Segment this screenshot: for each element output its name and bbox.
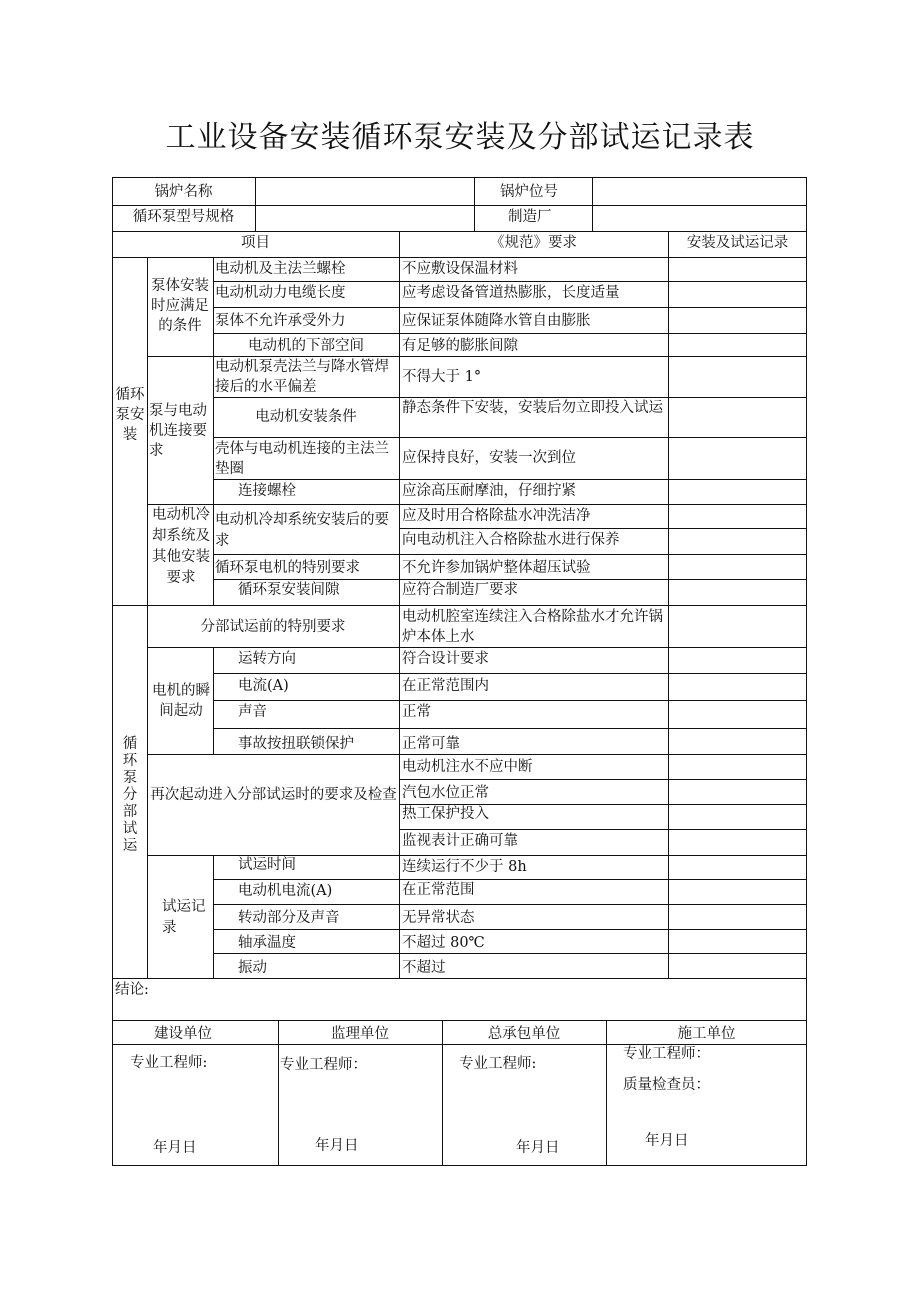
col-requirement: 《规范》要求 [490,235,577,251]
restart-item: 再次起动进入分部试运时的要求及检查 [150,787,397,803]
g3-req-0b: 向电动机注入合格除盐水进行保养 [402,532,620,548]
start-req-0: 符合设计要求 [402,651,489,667]
engineer-1: 专业工程师: [130,1055,208,1071]
boiler-no-label-text: 锅炉位号 [500,184,558,200]
g1-item-0: 电动机及主法兰螺栓 [215,261,346,277]
page-title: 工业设备安装循环泵安装及分部试运记录表 [165,120,755,155]
engineer-3: 专业工程师: [459,1056,537,1072]
restart-req-0: 电动机注水不应中断 [402,759,533,775]
boiler-name-label: 锅炉名称 [154,184,213,200]
date-1: 年月日 [153,1140,197,1156]
conclusion-label: 结论: [115,982,149,998]
g1-req-2: 应保证泵体随降水管自由膨胀 [402,313,591,329]
start-req-2: 正常 [402,704,431,720]
g2-req-0: 不得大于 1° [402,369,482,385]
restart-req-3: 监视表计正确可靠 [402,833,518,849]
start-req-3: 正常可靠 [402,736,460,752]
g1-req-1: 应考虑设备管道热膨胀，长度适量 [402,285,620,301]
engineer-2: 专业工程师： [280,1057,367,1073]
g3-item-2: 循环泵安装间隙 [238,582,340,598]
manufacturer-label [478,207,592,227]
date-4: 年月日 [645,1133,689,1149]
record-req-0: 连续运行不少于 8h [402,859,527,875]
g3-req-2: 应符合制造厂要求 [402,582,518,598]
g1-item-2: 泵体不允许承受外力 [215,313,346,329]
g2-req-3: 应涂高压耐摩油，仔细拧紧 [402,483,576,499]
record-req-4: 不超过 [402,960,446,976]
restart-req-1: 汽包水位正常 [402,785,489,801]
record-item-1: 电动机电流(A) [238,883,333,899]
record-req-3: 不超过 80℃ [402,935,485,951]
g3-item-0: 电动机冷却系统安装后的要求 [215,512,389,549]
g1-req-0: 不应敷设保温材料 [402,261,518,277]
restart-req-2: 热工保护投入 [402,806,489,822]
g2-item-0: 电动机泵壳法兰与降水管焊接后的水平偏差 [215,359,389,395]
g2-req-1: 静态条件下安装，安装后勿立即投入试运 [402,400,663,416]
install-group-label: 循环泵安装 [115,387,145,443]
start-item-3: 事故按扭联锁保护 [238,736,354,752]
unit-general-contractor: 总承包单位 [487,1026,561,1042]
pre-item: 分部试运前的特别要求 [200,619,346,635]
manufacturer-label-text: 制造厂 [508,209,552,225]
col-item: 项目 [241,235,270,251]
g3-req-0a: 应及时用合格除盐水冲洗洁净 [402,508,591,524]
trial-group-label: 循环泵分部试运 [122,736,138,854]
pump-model-label: 循环泵型号规格 [132,209,235,225]
engineer-4: 专业工程师： [623,1046,710,1062]
g1-label: 泵体安装时应满足的条件 [151,278,209,334]
record-item-3: 轴承温度 [238,935,296,951]
record-req-1: 在正常范围 [402,882,475,898]
record-item-2: 转动部分及声音 [238,910,340,926]
date-3: 年月日 [516,1140,560,1156]
g3-item-1: 循环泵电机的特别要求 [215,560,360,576]
record-item-4: 振动 [238,960,267,976]
start-item-2: 声音 [238,704,267,720]
g3-req-1: 不允许参加锅炉整体超压试验 [402,560,591,576]
g2-req-2: 应保持良好，安装一次到位 [402,450,576,466]
g3-label: 电动机冷却系统及其他安装要求 [152,507,210,586]
record-req-2: 无异常状态 [402,910,475,926]
g2-item-2: 壳体与电动机连接的主法兰垫圈 [215,441,389,477]
record-table [112,177,807,1165]
g2-item-3: 连接螺栓 [238,483,296,499]
unit-contractor: 施工单位 [677,1026,736,1042]
start-item-1: 电流(A) [238,678,289,694]
g1-item-1: 电动机动力电缆长度 [215,285,346,301]
date-2: 年月日 [315,1138,359,1154]
unit-supervision: 监理单位 [331,1026,389,1042]
start-req-1: 在正常范围内 [402,678,489,694]
start-item-0: 运转方向 [238,651,296,667]
pre-req: 电动机腔室连续注入合格除盐水才允许锅炉本体上水 [402,609,663,645]
record-item-0: 试运时间 [238,857,296,873]
g1-req-3: 有足够的膨胀间隙 [402,338,518,354]
start-label: 电机的瞬间起动 [152,683,210,719]
inspector: 质量检查员： [623,1077,710,1093]
g2-label: 泵与电动机连接要求 [149,403,207,459]
g1-item-3: 电动机的下部空间 [248,338,364,354]
record-label: 试运记录 [162,899,206,936]
g2-item-1: 电动机安装条件 [255,409,357,425]
unit-construction-owner: 建设单位 [154,1026,212,1042]
col-record: 安装及试运记录 [686,235,789,251]
boiler-no-label [478,182,592,202]
